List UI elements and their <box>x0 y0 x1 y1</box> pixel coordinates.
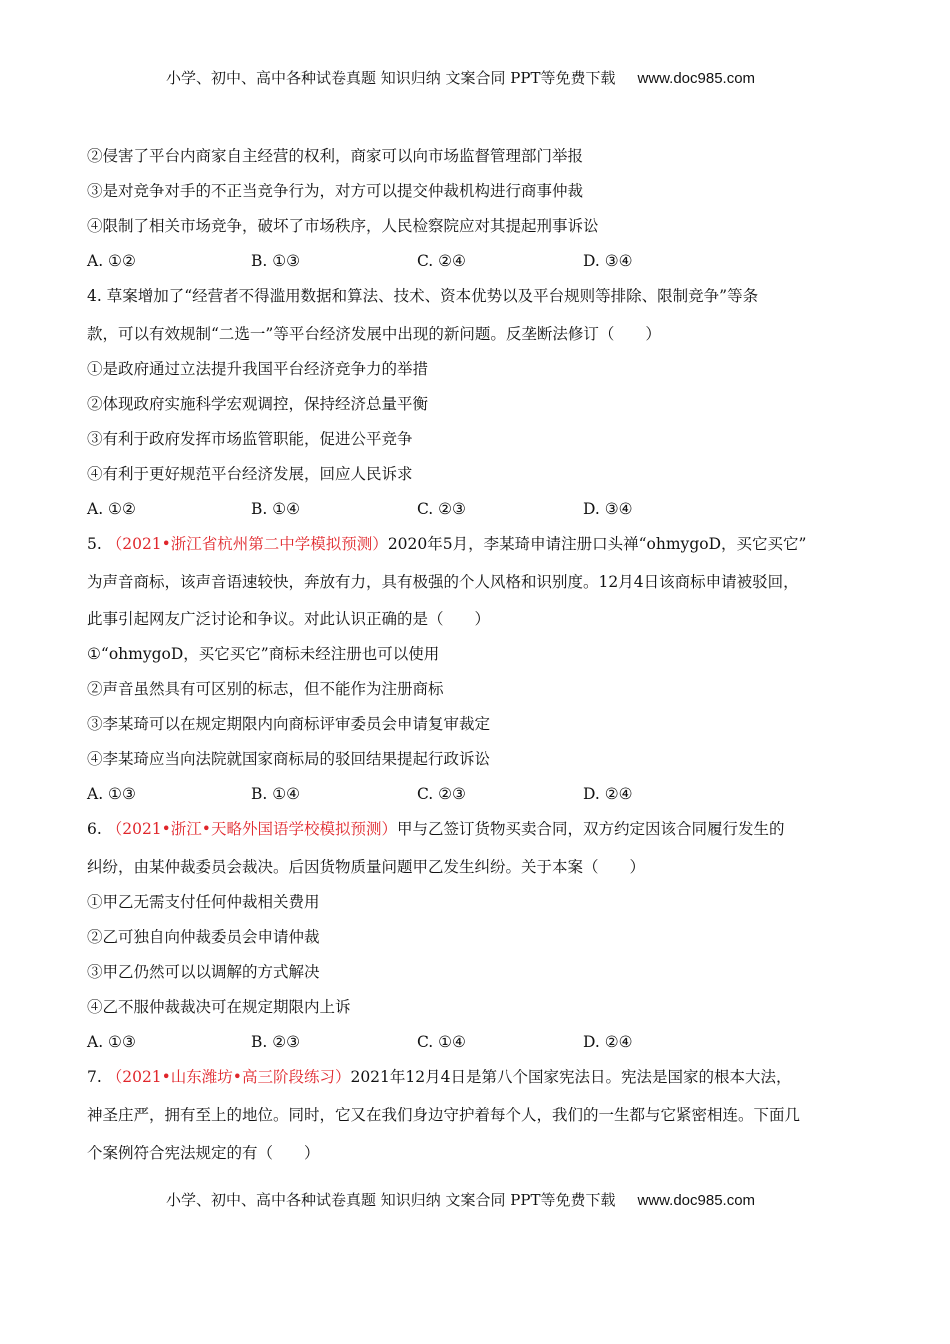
q5-item: ③李某琦可以在规定期限内向商标评审委员会申请复审裁定 <box>87 715 491 733</box>
footer-url[interactable]: www.doc985.com <box>637 1192 756 1209</box>
q5-stem <box>87 534 806 554</box>
q6-stem: 纠纷，由某仲裁委员会裁决。后因货物质量问题甲乙发生纠纷。关于本案（ ） <box>87 858 646 876</box>
option-a: A. ①② <box>87 252 136 270</box>
q6-number: 6. <box>87 820 107 838</box>
q7-stem: 个案例符合宪法规定的有（ ） <box>87 1144 320 1162</box>
q5-text: 2020年5月，李某琦申请注册口头禅“ohmygoD，买它买它” <box>387 535 807 553</box>
option-c: C. ①④ <box>417 1033 466 1051</box>
option-b: B. ①④ <box>251 785 301 803</box>
q3-item: ③是对竞争对手的不正当竞争行为，对方可以提交仲裁机构进行商事仲裁 <box>87 182 584 200</box>
option-a: A. ①③ <box>87 785 136 803</box>
q5-item: ④李某琦应当向法院就国家商标局的驳回结果提起行政诉讼 <box>87 750 491 768</box>
q5-item: ①“ohmygoD，买它买它”商标未经注册也可以使用 <box>87 645 440 663</box>
footer-text: 小学、初中、高中各种试卷真题 知识归纳 文案合同 PPT等免费下载 <box>166 1191 616 1209</box>
q6-item: ④乙不服仲裁裁决可在规定期限内上诉 <box>87 998 351 1016</box>
q5-item: ②声音虽然具有可区别的标志，但不能作为注册商标 <box>87 680 444 698</box>
q4-stem: 款，可以有效规制“二选一”等平台经济发展中出现的新问题。反垄断法修订（ ） <box>87 325 661 343</box>
q6-text: 甲与乙签订货物买卖合同，双方约定因该合同履行发生的 <box>396 820 785 838</box>
option-d: D. ②④ <box>583 1033 633 1051</box>
page-footer <box>166 1190 755 1211</box>
option-d: D. ③④ <box>583 252 633 270</box>
q4-item: ②体现政府实施科学宏观调控，保持经济总量平衡 <box>87 395 429 413</box>
q5-source: （2021•浙江省杭州第二中学模拟预测） <box>106 535 388 553</box>
q6-item: ①甲乙无需支付任何仲裁相关费用 <box>87 893 320 911</box>
q6-source: （2021•浙江•天略外国语学校模拟预测） <box>106 820 397 838</box>
option-b: B. ①③ <box>251 252 301 270</box>
q4-item: ④有利于更好规范平台经济发展，回应人民诉求 <box>87 465 413 483</box>
q5-number: 5. <box>87 535 107 553</box>
option-d: D. ③④ <box>583 500 633 518</box>
q4-item: ③有利于政府发挥市场监管职能，促进公平竞争 <box>87 430 413 448</box>
option-a: A. ①② <box>87 500 136 518</box>
option-b: B. ②③ <box>251 1033 301 1051</box>
option-b: B. ①④ <box>251 500 301 518</box>
q6-stem <box>87 819 784 839</box>
q5-stem: 此事引起网友广泛讨论和争议。对此认识正确的是（ ） <box>87 610 491 628</box>
header-url[interactable]: www.doc985.com <box>637 70 756 87</box>
q7-text: 2021年12月4日是第八个国家宪法日。宪法是国家的根本大法， <box>350 1068 792 1086</box>
q7-number: 7. <box>87 1068 107 1086</box>
q3-item: ②侵害了平台内商家自主经营的权利，商家可以向市场监督管理部门举报 <box>87 147 584 165</box>
q4-stem: 4. 草案增加了“经营者不得滥用数据和算法、技术、资本优势以及平台规则等排除、限制竞争”等条 <box>87 287 759 305</box>
option-c: C. ②③ <box>417 785 466 803</box>
q6-item: ②乙可独自向仲裁委员会申请仲裁 <box>87 928 320 946</box>
q7-stem: 神圣庄严，拥有至上的地位。同时，它又在我们身边守护着每个人，我们的一生都与它紧密相连。下面几 <box>87 1106 801 1124</box>
option-c: C. ②④ <box>417 252 466 270</box>
option-c: C. ②③ <box>417 500 466 518</box>
q3-item: ④限制了相关市场竞争，破坏了市场秩序，人民检察院应对其提起刑事诉讼 <box>87 217 599 235</box>
option-a: A. ①③ <box>87 1033 136 1051</box>
q7-source: （2021•山东潍坊•高三阶段练习） <box>106 1068 351 1086</box>
option-d: D. ②④ <box>583 785 633 803</box>
q5-stem: 为声音商标，该声音语速较快，奔放有力，具有极强的个人风格和识别度。12月4日该商标申请被驳回， <box>87 573 799 591</box>
header-text: 小学、初中、高中各种试卷真题 知识归纳 文案合同 PPT等免费下载 <box>166 69 616 87</box>
page-header <box>166 68 755 89</box>
q4-item: ①是政府通过立法提升我国平台经济竞争力的举措 <box>87 360 429 378</box>
q6-item: ③甲乙仍然可以以调解的方式解决 <box>87 963 320 981</box>
q7-stem <box>87 1067 792 1087</box>
